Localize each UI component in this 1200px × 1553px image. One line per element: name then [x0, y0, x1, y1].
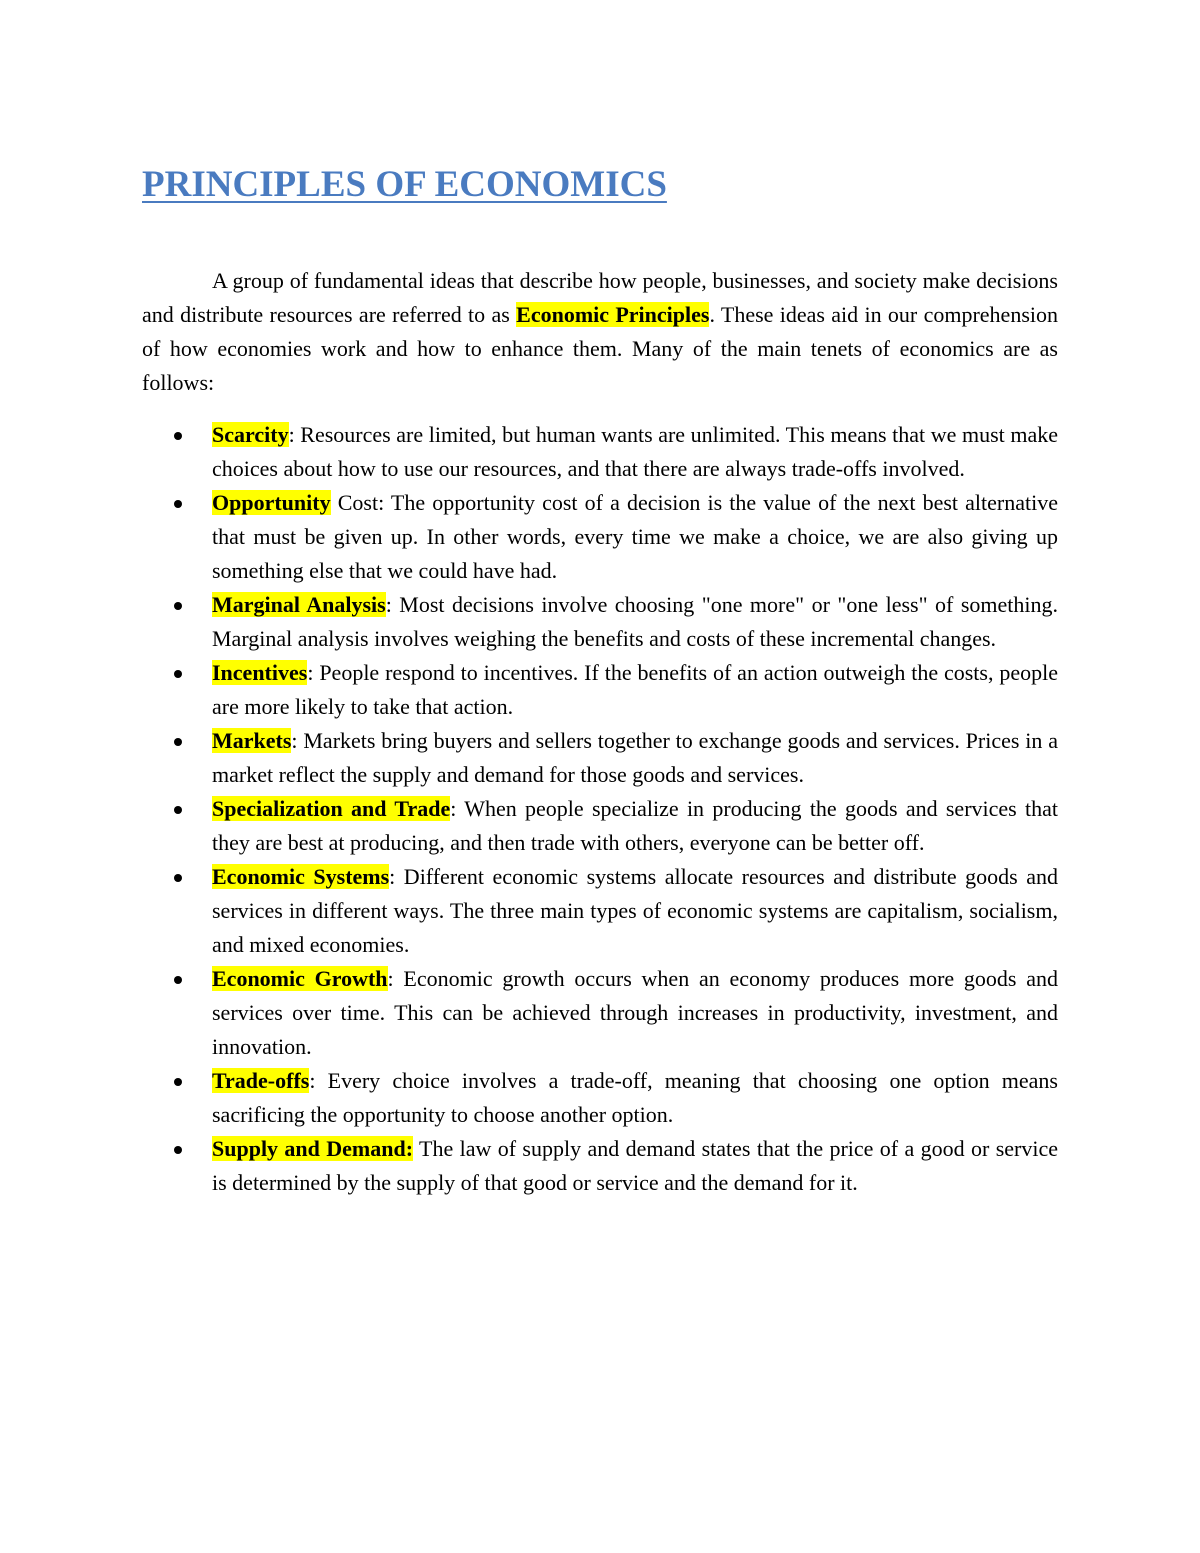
intro-paragraph: [142, 264, 1058, 400]
page-title: PRINCIPLES OF ECONOMICS: [142, 164, 667, 205]
list-item-text: : Every choice involves a trade-off, meaning that choosing one option means sacrificing the opportunity to choose another option.: [212, 1068, 1058, 1127]
bullet-icon: [174, 500, 182, 508]
list-item-text: : When people specialize in producing the goods and services that they are best at producing, and then trade with others, everyone can be better off.: [212, 796, 1058, 855]
list-item-term: Scarcity: [212, 422, 289, 447]
list-item-term: Incentives: [212, 660, 308, 685]
bullet-icon: [174, 976, 182, 984]
list-item-text: : People respond to incentives. If the benefits of an action outweigh the costs, people are more likely to take that action.: [212, 660, 1058, 719]
list-item: [142, 588, 1058, 656]
list-item: [142, 656, 1058, 724]
intro-highlight: Economic Principles: [516, 302, 710, 327]
bullet-icon: [174, 602, 182, 610]
list-item: [142, 486, 1058, 588]
list-item-text: : Markets bring buyers and sellers together to exchange goods and services. Prices in a market reflect the supply and demand for those goods and services.: [212, 728, 1058, 787]
list-item-term: Specialization and Trade: [212, 796, 451, 821]
bullet-icon: [174, 738, 182, 746]
list-item-text: The law of supply and demand states that the price of a good or service is determined by the supply of that good or service and the demand for it.: [212, 1136, 1058, 1195]
list-item: [142, 792, 1058, 860]
intro-text-after: . These ideas aid in our comprehension of how economies work and how to enhance them. Many of the main tenets of economics are as follows:: [142, 302, 1058, 395]
list-item: [142, 962, 1058, 1064]
list-item-term: Opportunity: [212, 490, 331, 515]
intro-text-before: A group of fundamental ideas that describe how people, businesses, and society make decisions and distribute resources are referred to as: [142, 268, 1058, 327]
list-item-term: Marginal Analysis: [212, 592, 386, 617]
list-item-term: Economic Growth: [212, 966, 388, 991]
list-item: [142, 860, 1058, 962]
bullet-icon: [174, 670, 182, 678]
list-item-term: Supply and Demand:: [212, 1136, 414, 1161]
list-item-text: Cost: The opportunity cost of a decision is the value of the next best alternative that must be given up. In other words, every time we make a choice, we are also giving up something else that we could have had.: [212, 490, 1058, 583]
list-item-text: : Most decisions involve choosing "one more" or "one less" of something. Marginal analysis involves weighing the benefits and costs of these incremental changes.: [212, 592, 1058, 651]
list-item-text: : Economic growth occurs when an economy produces more goods and services over time. This can be achieved through increases in productivity, investment, and innovation.: [212, 966, 1058, 1059]
bullet-icon: [174, 1078, 182, 1086]
list-item: [142, 1064, 1058, 1132]
list-item-text: : Resources are limited, but human wants are unlimited. This means that we must make choices about how to use our resources, and that there are always trade-offs involved.: [212, 422, 1058, 481]
list-item-term: Markets: [212, 728, 292, 753]
list-item-term: Economic Systems: [212, 864, 390, 889]
list-item-term: Trade-offs: [212, 1068, 310, 1093]
list-item-text: : Different economic systems allocate resources and distribute goods and services in different ways. The three main types of economic systems are capitalism, socialism, and mixed economies.: [212, 864, 1058, 957]
list-item: [142, 418, 1058, 486]
list-item: [142, 1132, 1058, 1200]
principles-list: [142, 418, 1058, 1200]
bullet-icon: [174, 806, 182, 814]
bullet-icon: [174, 874, 182, 882]
bullet-icon: [174, 1146, 182, 1154]
list-item: [142, 724, 1058, 792]
bullet-icon: [174, 432, 182, 440]
